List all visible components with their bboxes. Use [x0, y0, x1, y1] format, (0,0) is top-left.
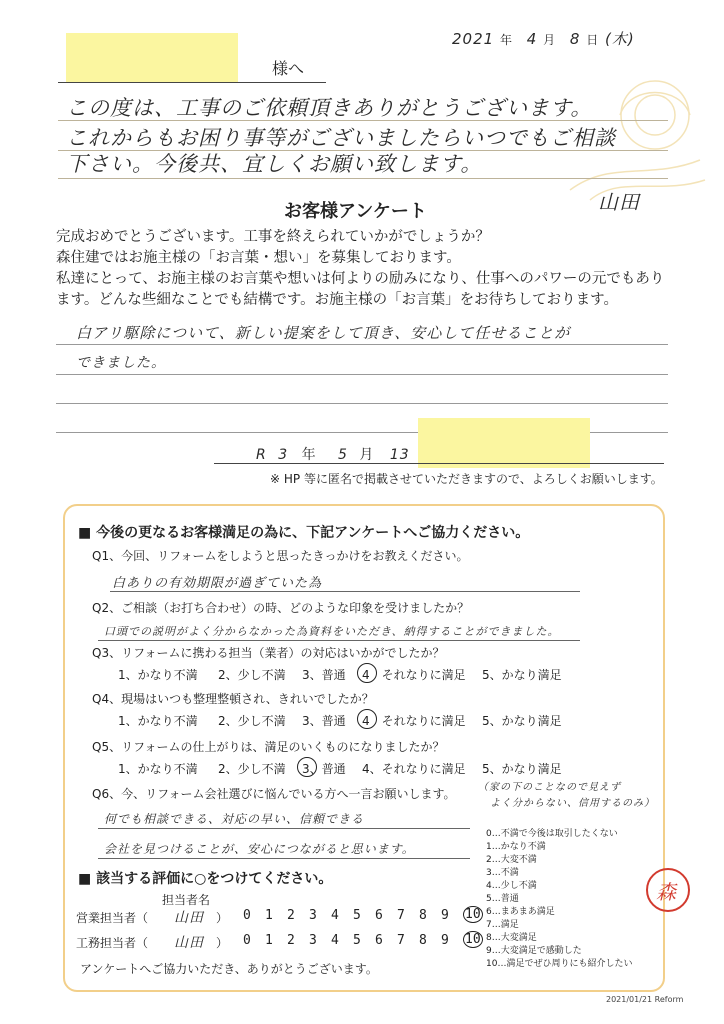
reply-underline [214, 463, 664, 464]
q5-option-3[interactable] [302, 760, 346, 777]
sales-score-8[interactable]: 8 [419, 908, 427, 923]
legend-item: 2…大変不満 [486, 855, 537, 865]
q3-option-1[interactable]: 1、かなり不満 [118, 668, 198, 682]
letter-rule-1 [58, 120, 668, 121]
q3-option-5[interactable]: 5、かなり満足 [482, 668, 562, 682]
q5-note-line-1: （家の下のことなので見えず [478, 782, 621, 793]
reply-day: 13 [389, 447, 410, 463]
q4-option-4[interactable] [362, 712, 466, 729]
q1-answer: 白ありの有効期限が過ぎていた為 [112, 576, 323, 591]
letter-rule-3 [58, 178, 668, 179]
q5-option-2[interactable]: 2、少し不満 [218, 762, 286, 776]
legend-item: 3…不満 [486, 868, 519, 878]
survey-intro-2: 森住建ではお施主様の「お言葉・想い」を募集しております。 [56, 250, 461, 266]
q6-answer-line-1: 何でも相談できる、対応の早い、信頼できる [104, 812, 365, 826]
q4-option-3[interactable]: 3、普通 [302, 714, 346, 728]
works-score-6[interactable]: 6 [375, 933, 383, 948]
salutation: 様へ [272, 59, 305, 78]
legend-item: 0…不満で今後は取引したくない [486, 829, 618, 839]
q5-selected-circle [297, 757, 317, 777]
letter-line-2: これからもお困り事等がございましたらいつでもご相談 [66, 126, 616, 150]
comment-line-2: できました。 [76, 355, 166, 371]
works-score-8[interactable]: 8 [419, 933, 427, 948]
q5-note-line-2: よく分からない、信用するのみ） [490, 798, 655, 809]
survey-title: お客様アンケート [284, 201, 427, 222]
q4-option-1[interactable]: 1、かなり不満 [118, 714, 198, 728]
recipient-underline [58, 82, 326, 83]
works-score-10[interactable]: 10 [465, 932, 481, 947]
legend-item: 10…満足でぜひ周りにも紹介したい [486, 959, 633, 969]
reply-month: 5 [338, 447, 348, 463]
sales-score-3[interactable]: 3 [309, 908, 317, 923]
sales-score-9[interactable]: 9 [441, 908, 449, 923]
sales-close-paren: ） [216, 911, 229, 925]
reply-year: 3 [278, 447, 289, 463]
q3-option-2[interactable]: 2、少し不満 [218, 668, 286, 682]
legend-item: 6…まあまあ満足 [486, 907, 555, 917]
q4-option-4-text: それなりに満足 [381, 714, 466, 728]
date-month: 4 [526, 30, 538, 48]
q6-answer-rule-2 [98, 858, 470, 859]
legend-item: 4…少し不満 [486, 881, 537, 891]
sales-score-7[interactable]: 7 [397, 908, 405, 923]
respondent-name-redaction [418, 418, 590, 468]
sales-score-4[interactable]: 4 [331, 908, 339, 923]
date-month-unit: 月 [543, 33, 557, 47]
questions-heading: ■ 今後の更なるお客様満足の為に、下記アンケートへご協力ください。 [78, 525, 530, 541]
sales-score-1[interactable]: 1 [265, 908, 273, 923]
survey-intro-3: 私達にとって、お施主様のお言葉や想いは何よりの励みになり、仕事へのパワーの元でもあり [56, 271, 665, 287]
legend-item: 9…大変満足で感動した [486, 946, 582, 956]
date-weekday: (木) [605, 30, 635, 48]
date-day: 8 [569, 30, 581, 48]
thanks-text: アンケートへご協力いただき、ありがとうございます。 [80, 962, 378, 976]
works-score-scale [243, 931, 483, 953]
legend-item: 1…かなり不満 [486, 842, 546, 852]
evaluation-heading: ■ 該当する評価に○をつけてください。 [78, 871, 333, 887]
q4-text: Q4、現場はいつも整理整頓され、きれいでしたか？ [92, 692, 374, 706]
q6-answer-rule-1 [98, 828, 470, 829]
q3-option-4[interactable] [362, 666, 466, 683]
q5-text: Q5、リフォームの仕上がりは、満足のいくものになりましたか？ [92, 740, 445, 754]
q1-text: Q1、今回、リフォームをしようと思ったきっかけをお教えください。 [92, 549, 469, 563]
q4-option-4-num: 4 [362, 714, 370, 728]
score-legend [486, 828, 666, 971]
q5-option-1[interactable]: 1、かなり不満 [118, 762, 198, 776]
stamp-text: 森 [656, 880, 676, 904]
works-score-5[interactable]: 5 [353, 933, 361, 948]
works-name: 山田 [174, 935, 204, 951]
q6-text: Q6、今、リフォーム会社選びに悩んでいる方へ一言お願いします。 [92, 787, 456, 801]
q4-option-2[interactable]: 2、少し不満 [218, 714, 286, 728]
sales-score-2[interactable]: 2 [287, 908, 295, 923]
comment-rule-1 [56, 344, 668, 345]
reply-month-unit: 月 [359, 447, 375, 463]
comment-rule-2 [56, 374, 668, 375]
reply-era: R [256, 447, 267, 463]
date-year: 2021 [452, 30, 495, 48]
survey-intro-1: 完成おめでとうございます。工事を終えられていかがでしょうか？ [56, 229, 490, 245]
date-year-unit: 年 [499, 33, 513, 47]
q5-option-4[interactable]: 4、それなりに満足 [362, 762, 466, 776]
form-version-footer: 2021/01/21 Reform [606, 995, 684, 1004]
q3-text: Q3、リフォームに携わる担当（業者）の対応はいかがでしたか？ [92, 646, 445, 660]
q5-option-3-label: 3、普通 [302, 762, 346, 776]
works-score-4[interactable]: 4 [331, 933, 339, 948]
letter-line-3: 下さい。今後共、宜しくお願い致します。 [66, 152, 483, 176]
q3-selected-circle [357, 663, 377, 683]
letter-signature: 山田 [598, 190, 640, 214]
q5-option-5[interactable]: 5、かなり満足 [482, 762, 562, 776]
works-score-9[interactable]: 9 [441, 933, 449, 948]
sales-score-scale [243, 906, 483, 928]
sales-score-0[interactable]: 0 [243, 908, 251, 923]
date-day-unit: 日 [586, 33, 600, 47]
works-score-7[interactable]: 7 [397, 933, 405, 948]
q1-answer-rule [110, 591, 580, 592]
legend-item: 8…大変満足 [486, 933, 537, 943]
comment-rule-3 [56, 403, 668, 404]
sales-name: 山田 [174, 910, 204, 926]
q2-answer: 口頭での説明がよく分からなかった為資料をいただき、納得することができました。 [104, 625, 560, 638]
comment-line-1: 白アリ駆除について、新しい提案をして頂き、安心して任せることが [76, 324, 571, 342]
survey-intro-4: ます。どんな些細なことでも結構です。お施主様の「お言葉」をお待ちしております。 [56, 292, 619, 308]
q4-option-5[interactable]: 5、かなり満足 [482, 714, 562, 728]
q3-option-3[interactable]: 3、普通 [302, 668, 346, 682]
staff-name-header: 担当者名 [162, 893, 211, 907]
recipient-name-redaction [66, 33, 238, 83]
letter-date [452, 28, 635, 49]
works-score-0[interactable]: 0 [243, 933, 251, 948]
works-score-2[interactable]: 2 [287, 933, 295, 948]
q3-option-4-num: 4 [362, 668, 370, 682]
sales-score-6[interactable]: 6 [375, 908, 383, 923]
q3-option-4-text: それなりに満足 [381, 668, 466, 682]
works-score-1[interactable]: 1 [265, 933, 273, 948]
works-score-3[interactable]: 3 [309, 933, 317, 948]
q2-answer-rule [98, 640, 580, 641]
reply-date [256, 444, 436, 464]
sales-label: 営業担当者（ [76, 911, 149, 925]
legend-item: 7…満足 [486, 920, 519, 930]
works-label: 工務担当者（ [76, 936, 149, 950]
sales-score-10[interactable]: 10 [465, 907, 481, 922]
sales-score-5[interactable]: 5 [353, 908, 361, 923]
q4-selected-circle [357, 709, 377, 729]
anonymous-note: ※ HP 等に匿名で掲載させていただきますので、よろしくお願いします。 [270, 472, 663, 486]
q6-answer-line-2: 会社を見つけることが、安心につながると思います。 [104, 842, 415, 856]
reply-year-unit: 年 [301, 447, 317, 463]
letter-line-1: この度は、工事のご依頼頂きありがとうございます。 [66, 96, 593, 120]
works-close-paren: ） [216, 936, 229, 950]
q2-text: Q2、ご相談（お打ち合わせ）の時、どのような印象を受けましたか？ [92, 601, 470, 615]
legend-item: 5…普通 [486, 894, 519, 904]
